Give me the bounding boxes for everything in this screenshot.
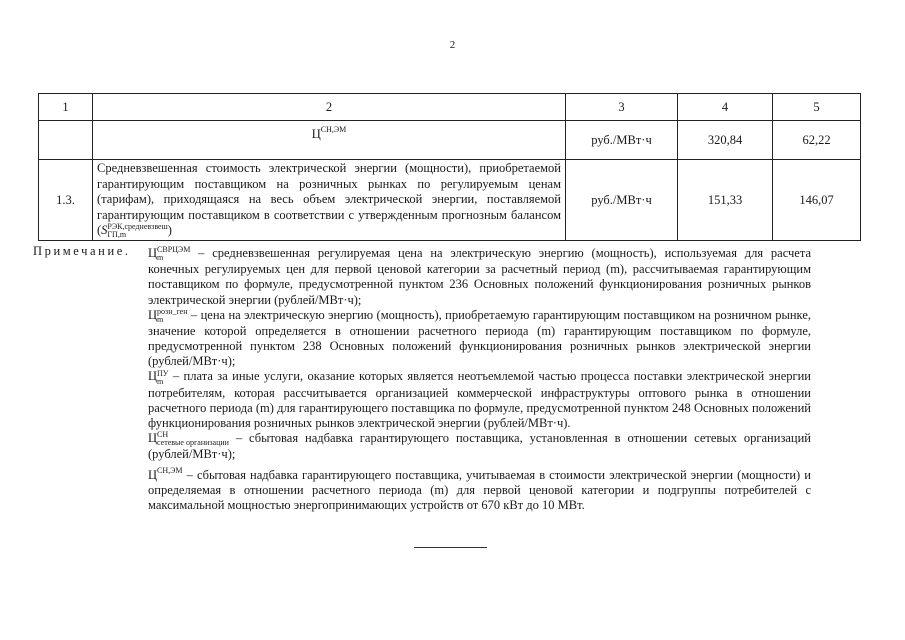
notes-section xyxy=(148,246,811,513)
note-item xyxy=(148,369,811,431)
note-text: – плата за иные услуги, оказание которых является неотъемлемой частью процесса поставки электрической энергии потребителям, которая рассчитывается организацией коммерческой инфраструктуры оптового рынка в отношении расчетного периода (m) для гарантирующего поставщика по формуле, предусмотренной пунктом 248 Основных положений функционирования розничных рынков электрической энергии (рублей/МВт·ч). xyxy=(148,369,811,430)
note-symbol-sup: розн_ген xyxy=(157,306,188,316)
row-closing-paren: ) xyxy=(167,223,172,237)
header-cell-2: 2 xyxy=(93,94,566,121)
formula-cell xyxy=(93,121,566,160)
note-symbol: Ц xyxy=(148,307,158,322)
note-symbol-sup: СН,ЭМ xyxy=(157,465,183,475)
note-symbol: Ц xyxy=(148,431,158,446)
note-label: Примечание. xyxy=(33,244,131,258)
note-symbol-sup: ПУ xyxy=(157,368,169,378)
note-text: – сбытовая надбавка гарантирующего поставщика, учитываемая в стоимости электрической энергии (мощности) и определяемая в отношении расчетного периода (m) для первой ценовой категории и подгруппы потребителей с максимальной мощностью энергопринимающих устройств от 670 кВт до 10 МВт. xyxy=(148,467,811,512)
note-item xyxy=(148,246,811,308)
row-number: 1.3. xyxy=(39,160,93,241)
footer-divider xyxy=(414,547,487,548)
header-cell-4: 4 xyxy=(678,94,773,121)
note-text: – цена на электрическую энергию (мощность), приобретаемую гарантирующим поставщиком на розничном рынке, значение которой определяется в отношении расчетного периода (m) гарантирующим поставщиком по формуле, предусмотренной пунктом 238 Основных положений функционирования розничных рынков электрической энергии (рублей/МВт·ч); xyxy=(148,307,811,369)
formula-value-5: 62,22 xyxy=(773,121,861,160)
row-description-cell xyxy=(93,160,566,241)
formula-superscript: СН,ЭМ xyxy=(320,125,347,134)
note-symbol-sub: m xyxy=(157,314,164,324)
formula-row-number xyxy=(39,121,93,160)
note-text: – средневзвешенная регулируемая цена на электрическую энергию (мощность), используемая для расчета конечных регулируемых цен для первой ценовой категории за расчетный период (m), рассчитываемая гарантирующим поставщиком по формуле, предусмотренной пунктом 236 Основных положений функционирования розничных рынков электрической энергии (рублей/МВт·ч); xyxy=(148,246,811,307)
header-cell-1: 1 xyxy=(39,94,93,121)
page-number: 2 xyxy=(449,39,456,51)
note-text: – сбытовая надбавка гарантирующего поставщика, установленная в отношении сетевых организаций (рублей/МВт·ч); xyxy=(148,431,811,462)
note-symbol-sub: сетевые организации xyxy=(157,438,229,448)
formula-value-4: 320,84 xyxy=(678,121,773,160)
header-cell-5: 5 xyxy=(773,94,861,121)
note-symbol: Ц xyxy=(148,467,158,482)
row-unit: руб./МВт·ч xyxy=(566,160,678,241)
row-value-4: 151,33 xyxy=(678,160,773,241)
table-header-row xyxy=(39,94,861,121)
row-symbol-superscript: РЭК,средневзвеш xyxy=(107,222,168,232)
formula-symbol: Ц xyxy=(311,127,321,141)
note-symbol-sub: m xyxy=(157,376,164,386)
note-symbol-sub: m xyxy=(157,253,164,263)
note-symbol-sup: СН xyxy=(157,430,169,440)
row-symbol: S xyxy=(101,223,108,237)
note-item xyxy=(148,431,811,462)
formula-unit: руб./МВт·ч xyxy=(566,121,678,160)
note-symbol-sup: СВРЦЭМ xyxy=(157,245,191,255)
note-item xyxy=(148,463,811,514)
note-symbol: Ц xyxy=(148,246,158,260)
note-symbol: Ц xyxy=(148,369,158,384)
header-cell-3: 3 xyxy=(566,94,678,121)
row-value-5: 146,07 xyxy=(773,160,861,241)
table-row xyxy=(39,160,861,241)
note-item xyxy=(148,308,811,370)
tariff-table xyxy=(38,93,861,241)
row-description: Средневзвешенная стоимость электрической энергии (мощности), приобретаемой гарантирующим поставщиком на розничных рынках по регулируемым ценам (тарифам), приходящаяся на весь объем электрической энергии, поставляемой гарантирующим поставщиком в соответствии с утвержденным прогнозным балансом ( xyxy=(97,161,561,237)
row-symbol-subscript: ГП,m xyxy=(107,230,127,240)
formula-row xyxy=(39,121,861,160)
